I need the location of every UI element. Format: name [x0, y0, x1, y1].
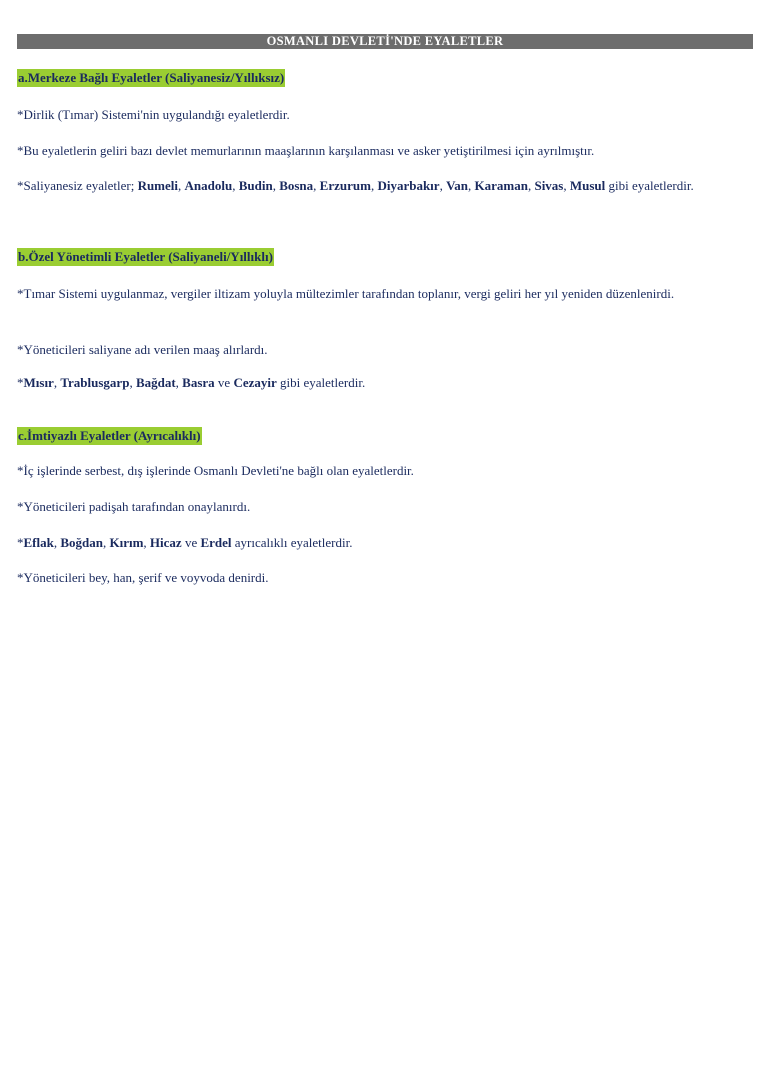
province-name: Cezayir [233, 375, 277, 390]
section-b-p3-prefix: * [17, 375, 24, 390]
province-name: Boğdan [60, 535, 103, 550]
province-name: Erzurum [319, 178, 371, 193]
province-name: Van [446, 178, 469, 193]
separator: , [527, 178, 535, 193]
separator: , [468, 178, 475, 193]
section-c-paragraph-2: *Yöneticileri padişah tarafından onaylanırdı. [17, 499, 251, 514]
province-name: Trablusgarp [60, 375, 130, 390]
separator: , [178, 178, 185, 193]
separator: , [313, 178, 320, 193]
separator: , [439, 178, 447, 193]
province-name: Kırım [109, 535, 144, 550]
separator: , [175, 375, 183, 390]
section-c-p3-prefix: * [17, 535, 24, 550]
separator: , [53, 375, 61, 390]
province-name: Diyarbakır [377, 178, 440, 193]
separator: , [232, 178, 239, 193]
section-c-paragraph-1: *İç işlerinde serbest, dış işlerinde Osmanlı Devleti'ne bağlı olan eyaletlerdir. [17, 463, 414, 478]
province-name: Musul [569, 178, 606, 193]
section-c-paragraph-3 [17, 533, 753, 553]
section-a-heading: a.Merkeze Bağlı Eyaletler (Saliyanesiz/Yıllıksız) [18, 70, 285, 85]
province-name: Bağdat [135, 375, 176, 390]
section-a-paragraph-1: *Dirlik (Tımar) Sistemi'nin uygulandığı eyaletlerdir. [17, 107, 290, 122]
section-b-paragraph-1: *Tımar Sistemi uygulanmaz, vergiler iltizam yoluyla mültezimler tarafından toplanır, vergi geliri her yıl yeniden düzenlenirdi. [17, 286, 675, 301]
province-name: Sivas [534, 178, 564, 193]
province-name: Erdel [200, 535, 232, 550]
province-name: Karaman [474, 178, 528, 193]
province-name: Budin [238, 178, 273, 193]
separator: , [370, 178, 378, 193]
section-b-paragraph-3 [17, 373, 753, 393]
province-name: Hicaz [149, 535, 182, 550]
province-name: Mısır [23, 375, 54, 390]
section-b-heading: b.Özel Yönetimli Eyaletler (Saliyaneli/Yıllıklı) [18, 249, 273, 264]
section-a-p3-suffix: gibi eyaletlerdir. [605, 178, 694, 193]
section-a-paragraph-3 [17, 176, 753, 196]
separator: , [129, 375, 136, 390]
section-a-paragraph-2: *Bu eyaletlerin geliri bazı devlet memurlarının maaşlarının karşılanması ve asker yetiştirilmesi için ayrılmıştır. [17, 143, 595, 158]
joiner: ve [214, 375, 234, 390]
province-name: Bosna [279, 178, 314, 193]
joiner: ve [181, 535, 201, 550]
province-name: Anadolu [184, 178, 233, 193]
section-b-p3-suffix: gibi eyaletlerdir. [276, 375, 366, 390]
section-b-paragraph-2: *Yöneticileri saliyane adı verilen maaş alırlardı. [17, 342, 268, 357]
separator: , [143, 535, 150, 550]
section-c-paragraph-4: *Yöneticileri bey, han, şerif ve voyvoda denirdi. [17, 570, 269, 585]
separator: , [272, 178, 280, 193]
province-name: Rumeli [137, 178, 179, 193]
province-name: Eflak [23, 535, 54, 550]
separator: , [102, 535, 110, 550]
section-c-heading: c.İmtiyazlı Eyaletler (Ayrıcalıklı) [18, 428, 201, 443]
section-c-p3-suffix: ayrıcalıklı eyaletlerdir. [231, 535, 353, 550]
separator: , [53, 535, 61, 550]
page-title: OSMANLI DEVLETİ'NDE EYALETLER [17, 34, 753, 49]
section-a-p3-prefix: *Saliyanesiz eyaletler; [17, 178, 138, 193]
separator: , [563, 178, 570, 193]
province-name: Basra [182, 375, 215, 390]
